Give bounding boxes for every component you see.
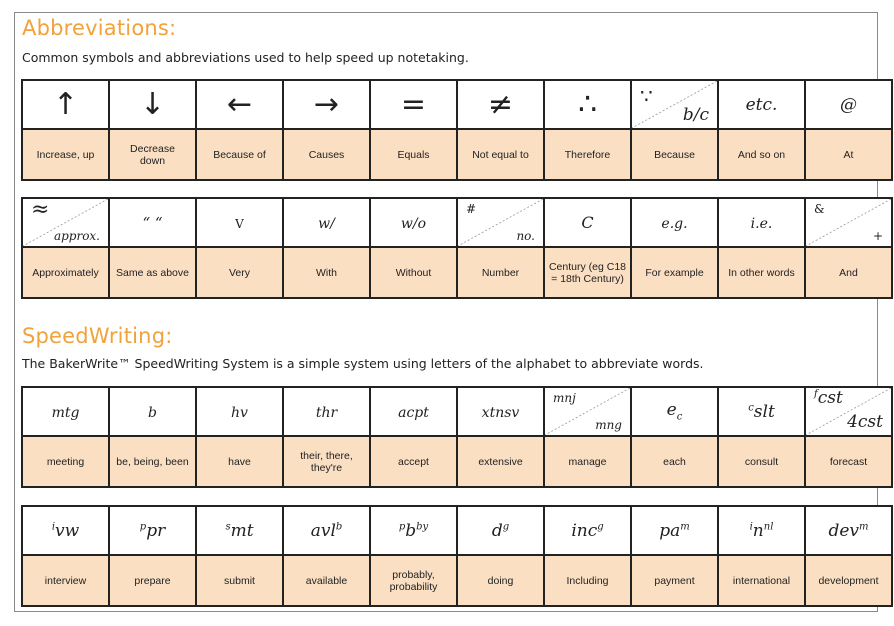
- interview-base: vw: [55, 520, 80, 541]
- label-cell: payment: [631, 555, 718, 606]
- symbol-cell: [370, 387, 457, 436]
- label-cell: international: [718, 555, 805, 606]
- interview-symbol: [52, 521, 79, 541]
- prepare-pre: p: [139, 520, 147, 532]
- development-symbol: [828, 521, 868, 541]
- forecast-base: cst: [817, 388, 843, 408]
- very-symbol: V: [235, 216, 244, 231]
- accept-symbol: acpt: [398, 404, 429, 421]
- each-sub: c: [676, 411, 683, 423]
- forecast-symbol-top: [814, 388, 843, 408]
- abbreviations-heading: Abbreviations:: [22, 16, 177, 40]
- symbol-cell: [544, 506, 631, 555]
- symbol-cell: [718, 506, 805, 555]
- symbol-cell: [283, 80, 370, 129]
- label-cell: With: [283, 247, 370, 298]
- label-cell: prepare: [109, 555, 196, 606]
- label-cell: Equals: [370, 129, 457, 180]
- symbol-cell: [283, 198, 370, 247]
- label-cell: interview: [22, 555, 109, 606]
- each-base: e: [666, 400, 677, 421]
- consult-pre: c: [748, 401, 754, 413]
- equals-symbol: =: [400, 86, 427, 122]
- probably-sup: by: [416, 520, 429, 532]
- label-cell: meeting: [22, 436, 109, 487]
- number-symbol: #: [466, 202, 477, 216]
- including-symbol: [571, 521, 603, 541]
- international-sup: nl: [763, 520, 774, 532]
- symbol-cell: [196, 506, 283, 555]
- with-symbol: w/: [318, 215, 335, 232]
- abbreviations-intro: Common symbols and abbreviations used to help speed up notetaking.: [22, 50, 469, 65]
- payment-sup: m: [680, 520, 690, 532]
- label-cell: And: [805, 247, 892, 298]
- label-cell: Increase, up: [22, 129, 109, 180]
- label-cell: Decrease down: [109, 129, 196, 180]
- down-arrow-symbol: ↓: [139, 86, 166, 122]
- submit-base: mt: [230, 520, 254, 541]
- consult-base: slt: [753, 401, 775, 422]
- symbol-cell: [109, 80, 196, 129]
- number-abbrev: no.: [516, 229, 535, 243]
- symbol-cell-split: [457, 198, 544, 247]
- label-cell: each: [631, 436, 718, 487]
- because-symbol: ∵: [640, 84, 653, 108]
- symbol-cell: [22, 80, 109, 129]
- symbol-cell: [22, 506, 109, 555]
- symbol-cell-split: [805, 387, 892, 436]
- speedwriting-heading: SpeedWriting:: [22, 324, 173, 348]
- available-base: avl: [310, 520, 336, 541]
- be-symbol: b: [148, 404, 157, 421]
- have-symbol: hv: [231, 404, 248, 421]
- doing-symbol: [492, 521, 509, 541]
- label-cell: Not equal to: [457, 129, 544, 180]
- probably-symbol: [399, 521, 428, 541]
- including-sup: g: [597, 520, 604, 532]
- available-symbol: [311, 521, 343, 541]
- development-base: dev: [828, 520, 860, 541]
- symbol-cell: [109, 198, 196, 247]
- symbol-cell: [283, 387, 370, 436]
- plus-symbol: +: [872, 229, 883, 243]
- symbol-cell: [196, 80, 283, 129]
- label-cell: And so on: [718, 129, 805, 180]
- label-cell: Same as above: [109, 247, 196, 298]
- symbol-cell-split: [631, 80, 718, 129]
- label-cell: consult: [718, 436, 805, 487]
- label-cell: Century (eg C18 = 18th Century): [544, 247, 631, 298]
- symbol-cell: [544, 198, 631, 247]
- speedwriting-table-2: [21, 505, 893, 607]
- payment-base: pa: [659, 520, 681, 541]
- symbol-cell: [22, 387, 109, 436]
- forecast-symbol-bottom: 4cst: [847, 412, 883, 432]
- doing-sup: g: [502, 520, 510, 532]
- at-symbol: @: [840, 94, 857, 115]
- symbol-cell: [196, 198, 283, 247]
- meeting-symbol: mtg: [51, 404, 80, 421]
- probably-base: b: [405, 520, 417, 541]
- abbreviations-table-1: [21, 79, 893, 181]
- label-cell: be, being, been: [109, 436, 196, 487]
- label-cell: development: [805, 555, 892, 606]
- right-arrow-symbol: →: [313, 86, 340, 122]
- label-cell: accept: [370, 436, 457, 487]
- symbol-cell: [370, 80, 457, 129]
- their-symbol: thr: [315, 404, 338, 421]
- symbol-cell: [631, 387, 718, 436]
- because-abbrev: b/c: [682, 105, 709, 125]
- approx-symbol: ≈: [31, 197, 50, 222]
- label-cell: Because: [631, 129, 718, 180]
- label-cell: have: [196, 436, 283, 487]
- century-symbol: C: [581, 212, 594, 232]
- symbol-cell: [631, 198, 718, 247]
- each-symbol: [666, 400, 683, 423]
- probably-pre: p: [398, 520, 406, 532]
- symbol-cell: [109, 387, 196, 436]
- label-cell: doing: [457, 555, 544, 606]
- symbol-cell: [718, 198, 805, 247]
- prepare-symbol: [140, 521, 165, 541]
- symbol-cell: [196, 387, 283, 436]
- label-cell: manage: [544, 436, 631, 487]
- symbol-cell: [457, 80, 544, 129]
- symbol-cell: [544, 80, 631, 129]
- symbol-cell-split: [22, 198, 109, 247]
- prepare-base: pr: [146, 520, 166, 541]
- label-cell: their, there, they're: [283, 436, 370, 487]
- speedwriting-intro: The BakerWrite™ SpeedWriting System is a simple system using letters of the alphabet to abbreviate words.: [22, 356, 704, 371]
- ampersand-symbol: &: [814, 202, 825, 216]
- interview-pre: i: [51, 520, 56, 532]
- symbol-cell-split: [544, 387, 631, 436]
- approx-abbrev: approx.: [53, 229, 100, 243]
- abbreviations-table-2: [21, 197, 893, 299]
- ditto-symbol: “ “: [142, 213, 163, 232]
- symbol-cell: [457, 387, 544, 436]
- submit-pre: s: [225, 520, 231, 532]
- symbol-cell: [283, 506, 370, 555]
- label-cell: forecast: [805, 436, 892, 487]
- manage-symbol-top: mnj: [553, 391, 576, 405]
- label-cell: Without: [370, 247, 457, 298]
- label-cell: extensive: [457, 436, 544, 487]
- eg-symbol: e.g.: [661, 215, 688, 232]
- label-cell: In other words: [718, 247, 805, 298]
- label-cell: available: [283, 555, 370, 606]
- available-sup: b: [335, 520, 343, 532]
- label-cell: probably, probability: [370, 555, 457, 606]
- symbol-cell: [718, 80, 805, 129]
- up-arrow-symbol: ↑: [52, 86, 79, 122]
- doing-base: d: [491, 520, 503, 541]
- symbol-cell: [370, 506, 457, 555]
- label-cell: Very: [196, 247, 283, 298]
- manage-symbol-bottom: mng: [595, 418, 622, 432]
- symbol-cell: [805, 80, 892, 129]
- international-pre: i: [749, 520, 753, 532]
- symbol-cell-split: [805, 198, 892, 247]
- label-cell: Number: [457, 247, 544, 298]
- consult-symbol: [748, 402, 775, 422]
- label-cell: Because of: [196, 129, 283, 180]
- symbol-cell: [718, 387, 805, 436]
- symbol-cell: [109, 506, 196, 555]
- label-cell: Therefore: [544, 129, 631, 180]
- label-cell: submit: [196, 555, 283, 606]
- label-cell: Including: [544, 555, 631, 606]
- etc-symbol: etc.: [745, 94, 778, 115]
- development-sup: m: [859, 520, 869, 532]
- label-cell: Causes: [283, 129, 370, 180]
- speedwriting-table-1: [21, 386, 893, 488]
- label-cell: At: [805, 129, 892, 180]
- symbol-cell: [457, 506, 544, 555]
- without-symbol: w/o: [400, 215, 427, 232]
- label-cell: For example: [631, 247, 718, 298]
- international-symbol: [750, 521, 774, 541]
- symbol-cell: [370, 198, 457, 247]
- symbol-cell: [631, 506, 718, 555]
- payment-symbol: [659, 521, 690, 541]
- left-arrow-symbol: ←: [226, 86, 253, 122]
- extensive-symbol: xtnsv: [481, 404, 520, 421]
- forecast-pre: f: [814, 388, 818, 400]
- not-equal-symbol: ≠: [487, 86, 514, 122]
- international-base: n: [752, 520, 764, 541]
- including-base: inc: [571, 520, 598, 541]
- symbol-cell: [805, 506, 892, 555]
- label-cell: Approximately: [22, 247, 109, 298]
- therefore-symbol: ∴: [577, 86, 598, 122]
- submit-symbol: [225, 521, 253, 541]
- ie-symbol: i.e.: [750, 215, 773, 232]
